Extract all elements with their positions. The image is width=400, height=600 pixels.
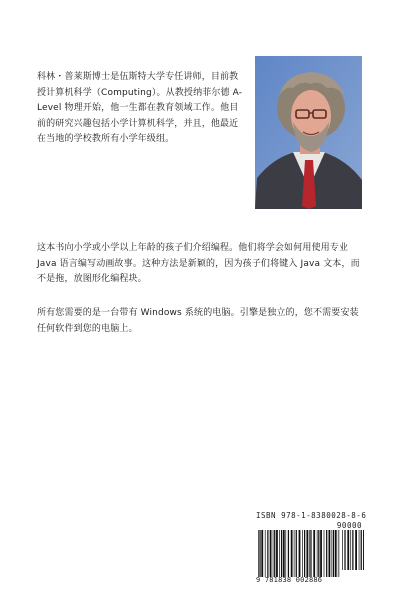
barcode-stripe	[359, 530, 360, 570]
author-photo	[255, 56, 362, 209]
system-requirements: 所有您需要的是一台带有 Windows 系统的电脑。引擎是独立的，您不需要安装任何软件到您的电脑上。	[37, 308, 359, 334]
barcode-stripe	[324, 530, 325, 577]
barcode-stripe	[304, 530, 305, 577]
barcode-stripe	[294, 530, 295, 577]
barcode-stripe	[342, 530, 343, 570]
barcode-stripe	[285, 530, 286, 577]
barcode-stripe	[291, 530, 293, 577]
barcode-stripe	[299, 530, 301, 577]
barcode-stripe	[273, 530, 274, 577]
barcode-stripe	[276, 530, 278, 577]
barcode-stripe	[352, 530, 353, 570]
ean-bars	[258, 530, 340, 577]
barcode-stripe	[270, 530, 272, 577]
addon-bars	[342, 530, 364, 570]
barcode-stripe	[329, 530, 331, 577]
barcode-stripe	[265, 530, 266, 577]
ean-digits: 9 781838 002886	[256, 576, 323, 584]
barcode-stripe	[310, 530, 311, 577]
barcode-stripe	[281, 530, 282, 577]
barcode-stripe	[309, 530, 310, 577]
barcode-stripe	[302, 530, 303, 577]
barcode-stripe	[313, 530, 315, 577]
price-code: 90000	[336, 521, 362, 530]
barcode-stripe	[267, 530, 268, 577]
barcode-stripe	[347, 530, 349, 570]
barcode-stripe	[258, 530, 259, 577]
author-bio: 科林・普莱斯博士是伍斯特大学专任讲师，目前教授计算机科学（Computing）。从教授纳菲尔德 A-Level 物理开始，他一生都在教育领域工作。他目前的研究兴趣包括小学计算机科学，并且，他最近在当地的学校教所有小学年级组。	[37, 72, 243, 144]
barcode-stripe	[335, 530, 337, 577]
barcode-stripe	[317, 530, 318, 577]
barcode-stripe	[350, 530, 351, 570]
book-description: 这本书向小学或小学以上年龄的孩子们介绍编程。他们将学会如何用使用专业 Java 语言编写动画故事。这种方法是新颖的，因为孩子们将键入 Java 文本，而不是拖，放图形化编程块。	[37, 243, 360, 284]
barcode-stripe	[320, 530, 322, 577]
barcode-stripe	[261, 530, 263, 577]
barcode-stripe	[296, 530, 297, 577]
barcode-stripe	[338, 530, 339, 577]
barcode-stripe	[332, 530, 333, 577]
barcode-stripe	[361, 530, 362, 570]
barcode-stripe	[288, 530, 289, 577]
isbn-label: ISBN 978-1-8380028-8-6	[256, 511, 367, 520]
barcode-stripe	[306, 530, 308, 577]
isbn-barcode	[256, 511, 366, 586]
barcode-stripe	[274, 530, 275, 577]
barcode-stripe	[283, 530, 285, 577]
barcode-stripe	[326, 530, 327, 577]
barcode-stripe	[279, 530, 280, 577]
barcode-stripe	[318, 530, 319, 577]
barcode-stripe	[363, 530, 364, 570]
barcode-stripe	[259, 530, 260, 577]
barcode-stripe	[333, 530, 334, 577]
barcode-stripe	[344, 530, 345, 570]
barcode-stripe	[355, 530, 357, 570]
